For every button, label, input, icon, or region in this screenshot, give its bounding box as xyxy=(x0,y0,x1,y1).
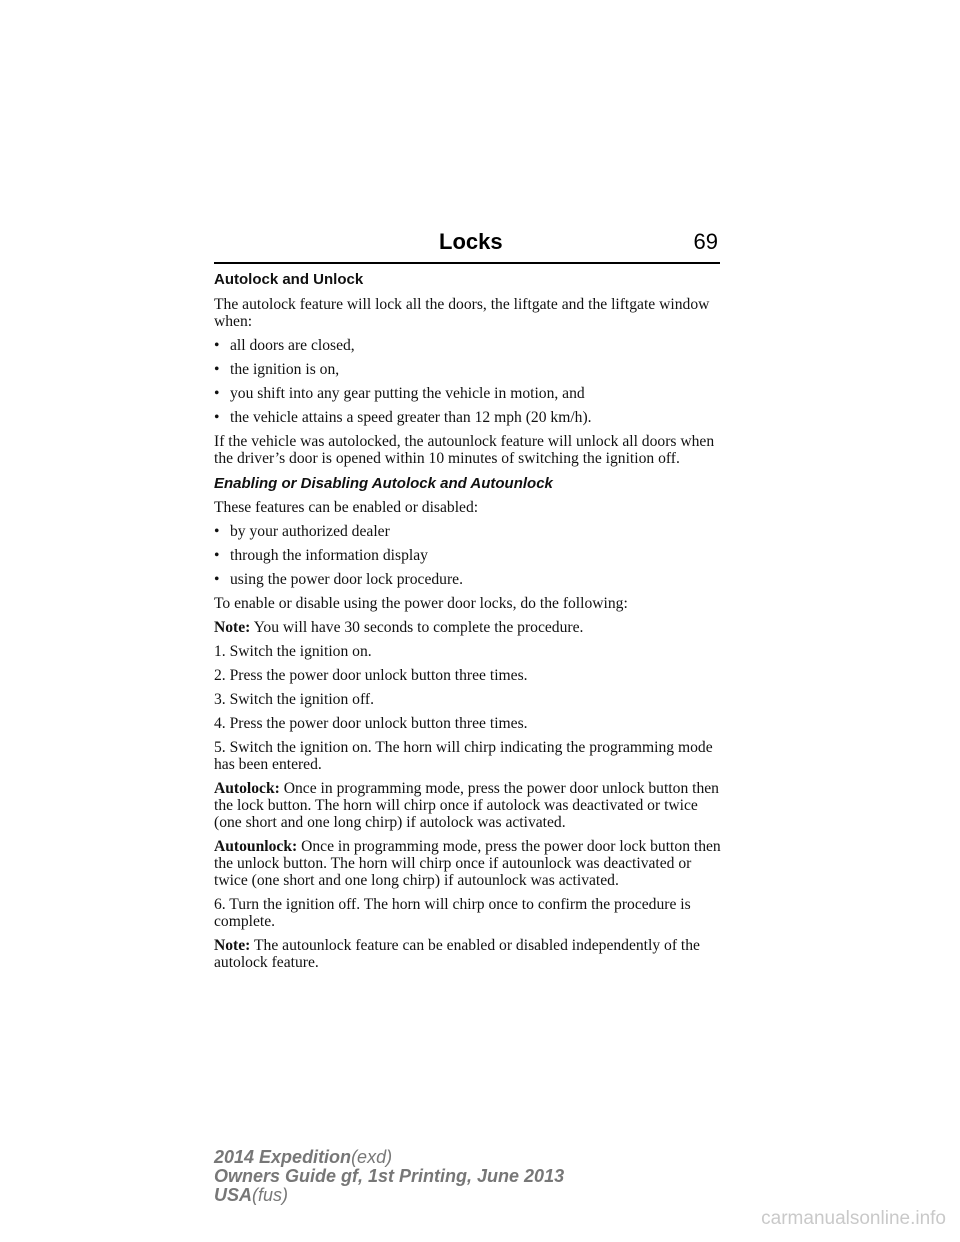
note-paragraph xyxy=(214,937,724,971)
procedure-step: 2. Press the power door unlock button three times. xyxy=(214,667,528,684)
procedure-intro: To enable or disable using the power door locks, do the following: xyxy=(214,595,628,612)
page-footer xyxy=(214,1148,564,1205)
autounlock-step-paragraph xyxy=(214,838,724,889)
note-paragraph xyxy=(214,619,724,636)
procedure-step: 6. Turn the ignition off. The horn will chirp once to confirm the procedure is complete. xyxy=(214,896,691,930)
bullet-icon: • xyxy=(214,571,220,588)
bullet-icon: • xyxy=(214,337,220,354)
subsection-intro: These features can be enabled or disabled: xyxy=(214,499,479,516)
page-number: 69 xyxy=(693,229,718,254)
section-intro: The autolock feature will lock all the doors, the liftgate and the liftgate window when: xyxy=(214,296,710,330)
list-item: • you shift into any gear putting the vehicle in motion, and xyxy=(214,385,585,402)
footer-guide: Owners Guide gf, 1st Printing, June 2013 xyxy=(214,1166,565,1186)
autounlock-label: Autounlock: xyxy=(214,838,298,855)
autounlock-text: Once in programming mode, press the power door lock button then the unlock button. The horn will chirp once if autounlock was deactivated or twice (one short and one long chirp) if autounlock was activated. xyxy=(214,838,721,889)
section-heading: Autolock and Unlock xyxy=(214,271,364,288)
note-text: You will have 30 seconds to complete the procedure. xyxy=(253,619,584,636)
procedure-step: 4. Press the power door unlock button three times. xyxy=(214,715,528,732)
list-item: • using the power door lock procedure. xyxy=(214,571,463,588)
note-label: Note: xyxy=(214,937,251,954)
list-item: • the ignition is on, xyxy=(214,361,340,378)
bullet-icon: • xyxy=(214,547,220,564)
bullet-icon: • xyxy=(214,385,220,402)
bullet-icon: • xyxy=(214,361,220,378)
procedure-step: 1. Switch the ignition on. xyxy=(214,643,372,660)
note-text: The autounlock feature can be enabled or disabled independently of the autolock feature. xyxy=(214,937,700,971)
subsection-heading: Enabling or Disabling Autolock and Autounlock xyxy=(214,475,553,492)
bullet-icon: • xyxy=(214,523,220,540)
list-item: • all doors are closed, xyxy=(214,337,355,354)
autolock-label: Autolock: xyxy=(214,780,280,797)
note-label: Note: xyxy=(214,619,251,636)
procedure-step: 3. Switch the ignition off. xyxy=(214,691,374,708)
autolock-text: Once in programming mode, press the power door unlock button then the lock button. The horn will chirp once if autolock was deactivated or twice (one short and one long chirp) if autolock was activated. xyxy=(214,780,719,831)
autolock-paragraph xyxy=(214,780,724,831)
footer-region: USA(fus) xyxy=(214,1185,289,1205)
list-item: • through the information display xyxy=(214,547,428,564)
footer-model: 2014 Expedition(exd) xyxy=(214,1147,393,1167)
watermark: carmanualsonline.info xyxy=(761,1208,946,1229)
bullet-icon: • xyxy=(214,409,220,426)
autounlock-paragraph: If the vehicle was autolocked, the autounlock feature will unlock all doors when the driver’s door is opened within 10 minutes of switching the ignition off. xyxy=(214,433,715,467)
list-item: • by your authorized dealer xyxy=(214,523,390,540)
procedure-step: 5. Switch the ignition on. The horn will chirp indicating the programming mode has been entered. xyxy=(214,739,713,773)
page-content xyxy=(214,270,724,978)
chapter-title: Locks xyxy=(439,229,503,254)
list-item: • the vehicle attains a speed greater than 12 mph (20 km/h). xyxy=(214,409,592,426)
page-header xyxy=(214,228,720,264)
